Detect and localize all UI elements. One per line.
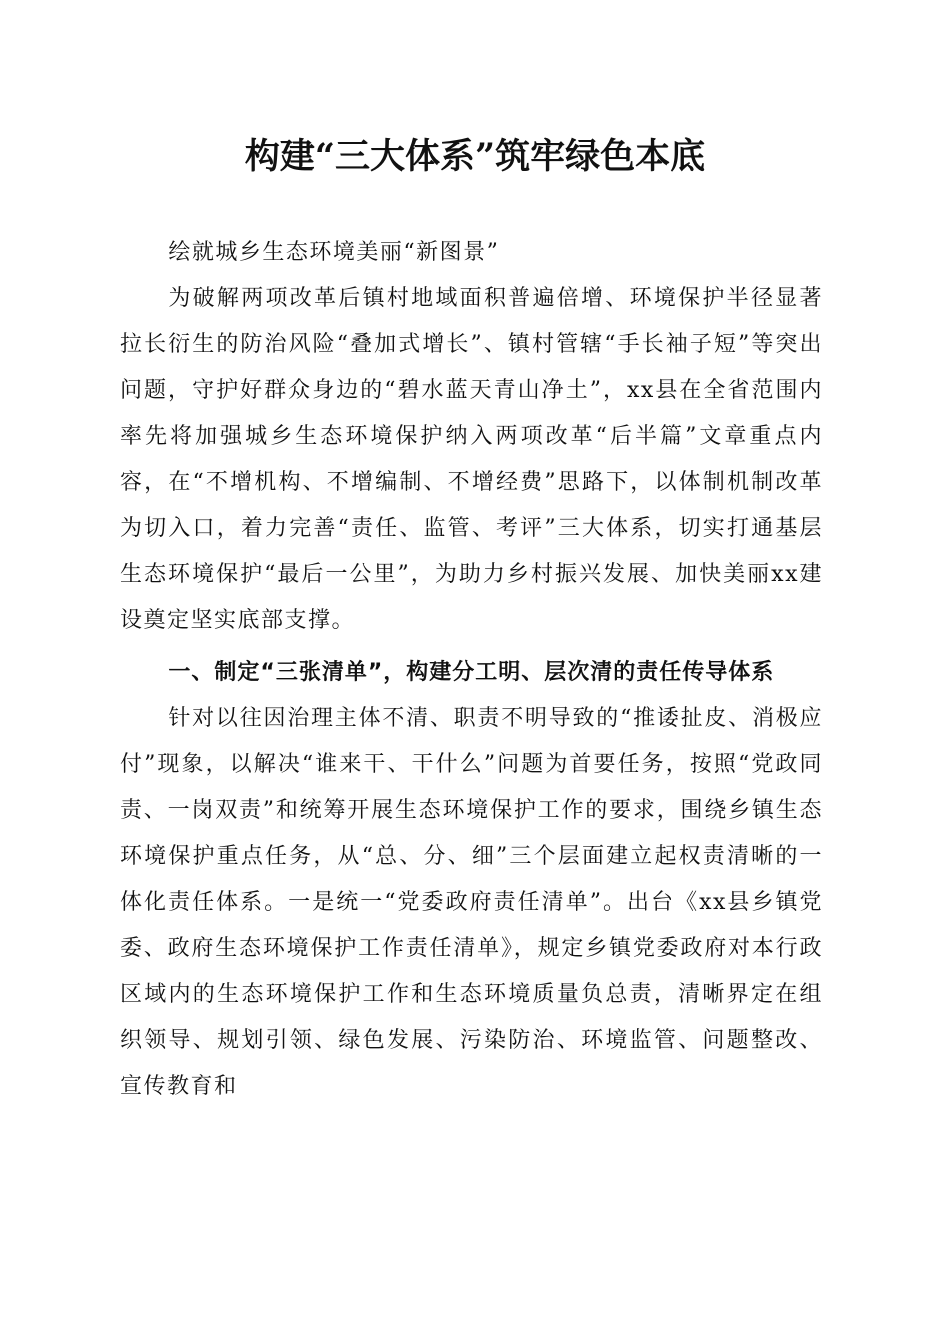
intro-paragraph: 为破解两项改革后镇村地域面积普遍倍增、环境保护半径显著拉长衍生的防治风险“叠加式增长”、镇村管辖“手长袖子短”等突出问题，守护好群众身边的“碧水蓝天青山净土”，xx县在全省范围内率先将加强城乡生态环境保护纳入两项改革“后半篇”文章重点内容，在“不增机构、不增编制、不增经费”思路下，以体制机制改革为切入口，着力完善“责任、监管、考评”三大体系，切实打通基层生态环境保护“最后一公里”，为助力乡村振兴发展、加快美丽xx建设奠定坚实底部支撑。 [120,286,823,633]
subtitle-paragraph: 绘就城乡生态环境美丽“新图景” [168,240,500,265]
section-1-paragraph: 针对以往因治理主体不清、职责不明导致的“推诿扯皮、消极应付”现象，以解决“谁来干、干什么”问题为首要任务，按照“党政同责、一岗双责”和统筹开展生态环境保护工作的要求，围绕乡镇生态环境保护重点任务，从“总、分、细”三个层面建立起权责清晰的一体化责任体系。一是统一“党委政府责任清单”。出台《xx县乡镇党委、政府生态环境保护工作责任清单》，规定乡镇党委政府对本行政区域内的生态环境保护工作和生态环境质量负总责，清晰界定在组织领导、规划引领、绿色发展、污染防治、环境监管、问题整改、宣传教育和 [120,706,823,1099]
section-1-heading: 一、制定“三张清单”，构建分工明、层次清的责任传导体系 [168,660,775,685]
document-title: 构建“三大体系”筑牢绿色本底 [244,136,706,177]
document-body [120,230,823,1110]
